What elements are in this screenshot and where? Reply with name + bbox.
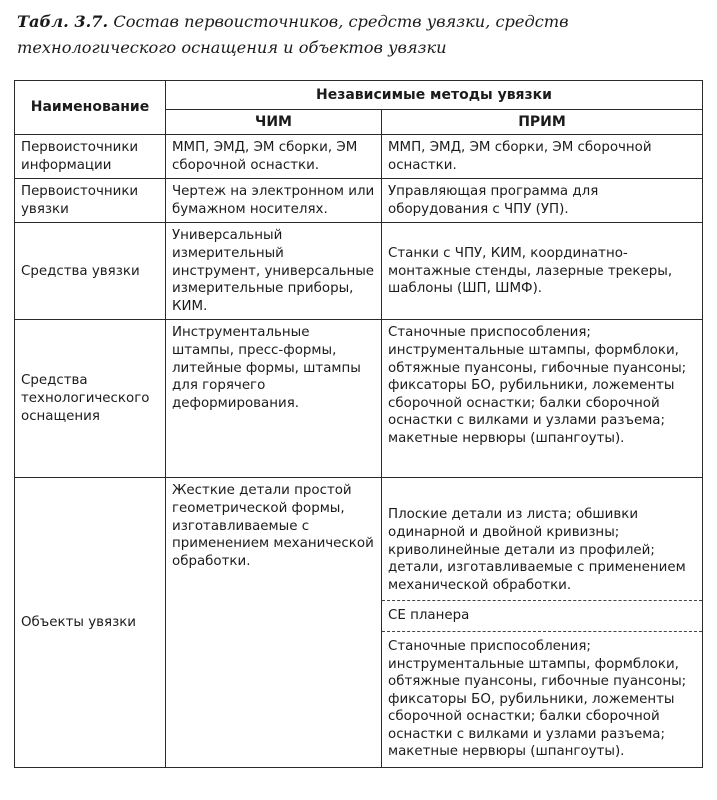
table-row bbox=[15, 223, 703, 320]
row-chim: ММП, ЭМД, ЭМ сборки, ЭМ сборочной оснастки. bbox=[166, 135, 382, 179]
prim-segment: Плоские детали из листа; обшивки одинарной и двойной кривизны; криволинейные детали из профилей; детали, изготавливаемые с применением механической обработки. bbox=[388, 507, 686, 593]
row-name: Средства увязки bbox=[15, 223, 166, 320]
table-title: Состав первоисточников, средств увязки, средств технологического оснащения и объектов увязки bbox=[17, 12, 569, 57]
prim-segment: Станочные приспособления; инструментальные штампы, формблоки, обтяжные пуансоны, гибочные пуансоны; фиксаторы БО, рубильники, ложементы сборочной оснастки; балки сборочной оснастки с вилками и узлами разъема; макетные нервюры (шпангоуты). bbox=[382, 631, 702, 767]
row-chim: Чертеж на электронном или бумажном носителях. bbox=[166, 179, 382, 223]
row-name: Объекты увязки bbox=[15, 478, 166, 768]
header-group: Независимые методы увязки bbox=[166, 81, 703, 110]
header-prim: ПРИМ bbox=[382, 110, 703, 135]
methods-table bbox=[14, 80, 703, 768]
table-row bbox=[15, 478, 703, 768]
header-chim: ЧИМ bbox=[166, 110, 382, 135]
prim-segment: СЕ планера bbox=[382, 600, 702, 631]
row-prim: Станки с ЧПУ, КИМ, координатно-монтажные стенды, лазерные трекеры, шаблоны (ШП, ШМФ). bbox=[382, 223, 703, 320]
table-caption bbox=[17, 9, 707, 61]
row-name: Средства технологического оснащения bbox=[15, 320, 166, 478]
row-prim: Управляющая программа для оборудования с ЧПУ (УП). bbox=[382, 179, 703, 223]
row-chim: Инструментальные штампы, пресс-формы, литейные формы, штампы для горячего деформирования. bbox=[166, 320, 382, 478]
table-row bbox=[15, 179, 703, 223]
row-prim: ММП, ЭМД, ЭМ сборки, ЭМ сборочной оснастки. bbox=[382, 135, 703, 179]
row-chim: Универсальный измерительный инструмент, универсальные измерительные приборы, КИМ. bbox=[166, 223, 382, 320]
row-name: Первоисточники увязки bbox=[15, 179, 166, 223]
table-row bbox=[15, 320, 703, 478]
row-prim: Станочные приспособления; инструментальные штампы, формблоки, обтяжные пуансоны, гибочные пуансоны; фиксаторы БО, рубильники, ложементы сборочной оснастки; балки сборочной оснастки с вилками и узлами разъема; макетные нервюры (шпангоуты). bbox=[382, 320, 703, 478]
header-row-top bbox=[15, 81, 703, 110]
header-name: Наименование bbox=[15, 81, 166, 135]
table-row bbox=[15, 135, 703, 179]
row-name: Первоисточники информации bbox=[15, 135, 166, 179]
row-chim: Жесткие детали простой геометрической формы, изготавливаемые с применением механической обработки. bbox=[166, 478, 382, 768]
table-number: Табл. 3.7. bbox=[17, 12, 109, 31]
row-prim-split bbox=[382, 478, 703, 768]
